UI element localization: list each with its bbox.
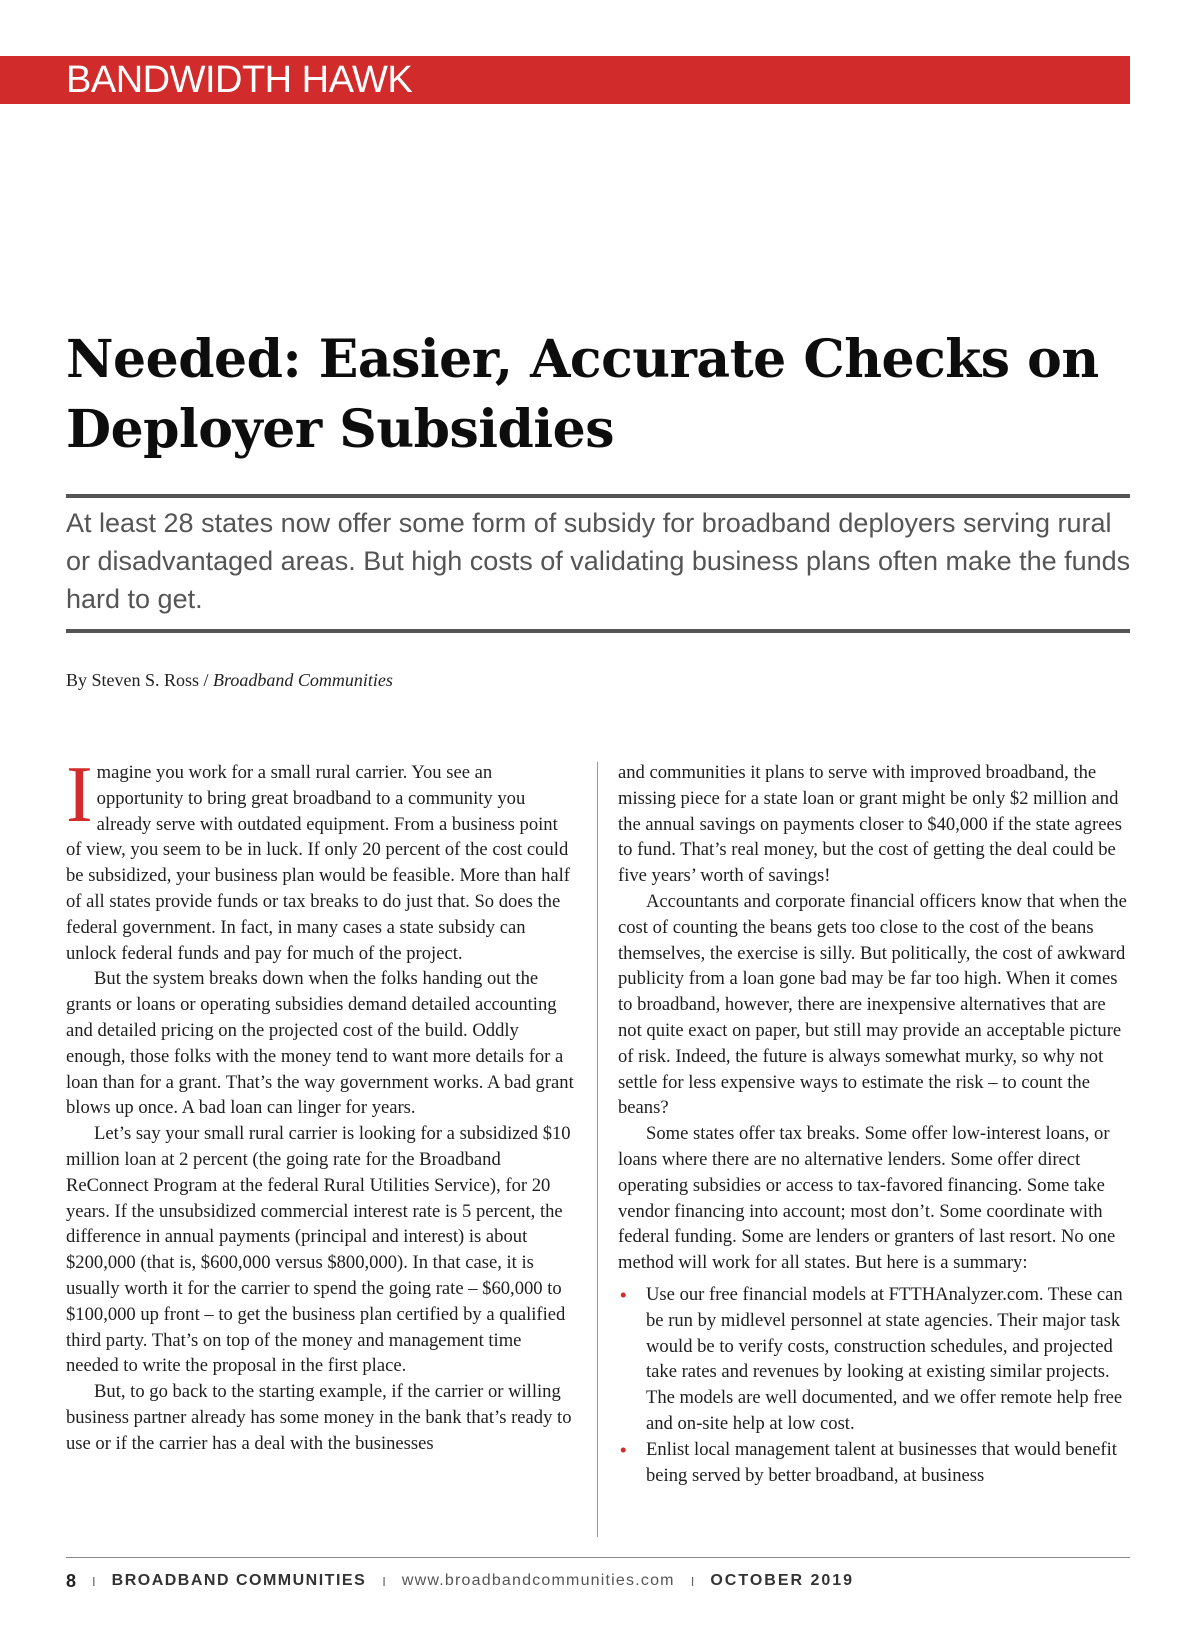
column-divider	[597, 762, 598, 1537]
footer-issue-date: OCTOBER 2019	[710, 1572, 855, 1589]
section-label: BANDWIDTH HAWK	[66, 59, 413, 101]
article-deck: At least 28 states now offer some form of subsidy for broadband deployers serving rural or disadvantaged areas. But high costs of validating business plans often make the funds hard to get.	[66, 508, 1131, 614]
body-paragraph: But the system breaks down when the folks handing out the grants or loans or operating subsidies demand detailed accounting and detailed pricing on the projected cost of the build. Oddly enough, those folks with the money tend to want more details for a loan than for a grant. That’s the way government works. A bad grant blows up once. A bad loan can linger for years.	[66, 968, 574, 1119]
byline-publication: Broadband Communities	[213, 670, 393, 690]
body-paragraph: and communities it plans to serve with improved broadband, the missing piece for a state loan or grant might be only $2 million and the annual savings on payments closer to $40,000 if the state agrees to fund. That’s real money, but the cost of getting the deal could be five years’ worth of savings!	[618, 762, 1122, 887]
footer-separator: I	[382, 1573, 386, 1589]
body-paragraph: Let’s say your small rural carrier is looking for a subsidized $10 million loan at 2 percent (the going rate for the Broadband ReConnect Program at the federal Rural Utilities Service), for 20 years. If the unsubsidized commercial interest rate is 5 percent, the difference in annual payments (principal and interest) is about $200,000 (that is, $600,000 versus $800,000). In that case, it is usually worth it for the carrier to spend the going rate – $60,000 to $100,000 up front – to get the business plan certified by a qualified third party. That’s on top of the money and management time needed to write the proposal in the first place.	[66, 1123, 571, 1377]
summary-bullet-list	[618, 1282, 1130, 1488]
bullet-item: • Enlist local management talent at businesses that would benefit being served by better broadband, at business	[620, 1438, 1117, 1486]
body-paragraph: Some states offer tax breaks. Some offer low-interest loans, or loans where there are no alternative lenders. Some offer direct operating subsidies or access to tax-favored financing. Some take vendor financing into account; most don’t. Some coordinate with federal funding. Some are lenders or granters of last resort. No one method will work for all states. But here is a summary:	[618, 1123, 1116, 1274]
bullet-dot-icon: •	[620, 1283, 627, 1305]
byline	[66, 670, 393, 691]
article-title: Needed: Easier, Accurate Checks on Deployer Subsidies	[66, 329, 1099, 460]
bullet-dot-icon: •	[620, 1438, 627, 1460]
body-column-right	[618, 760, 1130, 1488]
footer-separator: I	[690, 1573, 695, 1589]
body-paragraph: But, to go back to the starting example, if the carrier or willing business partner already has some money in the bank that’s ready to use or if the carrier has a deal with the businesses	[66, 1381, 572, 1454]
body-paragraph: Imagine you work for a small rural carrier. You see an opportunity to bring great broadband to a community you already serve with outdated equipment. From a business point of view, you seem to be in luck. If only 20 percent of the cost could be subsidized, your business plan would be feasible. More than half of all states provide funds or tax breaks to do just that. So does the federal government. In fact, in many cases a state subsidy can unlock federal funds and pay for much of the project.	[66, 751, 570, 964]
footer-publication: BROADBAND COMMUNITIES	[111, 1572, 367, 1589]
byline-author: By Steven S. Ross /	[66, 670, 209, 690]
deck-bottom-rule	[66, 629, 1130, 633]
drop-cap: I	[66, 751, 93, 839]
page-number: 8	[66, 1570, 77, 1591]
page-footer	[66, 1568, 854, 1594]
footer-separator: I	[92, 1573, 96, 1589]
footer-rule	[66, 1557, 1130, 1558]
body-column-left	[66, 751, 576, 1457]
deck-top-rule	[66, 494, 1130, 498]
footer-url: www.broadbandcommunities.com	[401, 1572, 675, 1589]
section-banner	[0, 56, 1130, 104]
body-paragraph: Accountants and corporate financial officers know that when the cost of counting the beans gets too close to the cost of the beans themselves, the exercise is silly. But politically, the cost of awkward publicity from a loan gone bad may be far too high. When it comes to broadband, however, there are inexpensive alternatives that are not quite exact on paper, but still may provide an acceptable picture of risk. Indeed, the future is always somewhat murky, so why not settle for less expensive ways to estimate the risk – to count the beans?	[618, 890, 1127, 1119]
bullet-item: • Use our free financial models at FTTHAnalyzer.com. These can be run by midlevel personnel at state agencies. Their major task would be to verify costs, construction schedules, and projected take rates and revenues by looking at existing similar projects. The models are well documented, and we offer remote help free and on-site help at low cost.	[620, 1283, 1123, 1434]
